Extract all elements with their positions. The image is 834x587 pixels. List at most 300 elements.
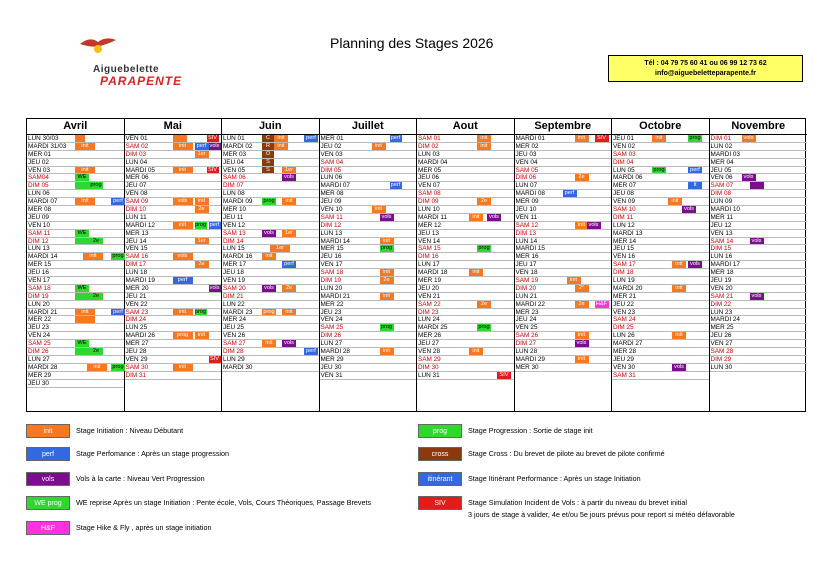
- stage-block-init: init: [195, 198, 209, 205]
- day-label: DIM 08: [710, 190, 732, 198]
- day-row: [27, 340, 124, 348]
- day-label: JEU 30: [28, 379, 49, 387]
- day-label: JEU 01: [613, 135, 634, 142]
- day-row: [125, 348, 222, 356]
- day-label: SAM 09: [125, 198, 149, 206]
- day-label: LUN 19: [613, 277, 635, 285]
- day-label: VEN 31: [320, 371, 343, 379]
- day-row: [125, 340, 222, 348]
- day-row: [710, 238, 808, 246]
- month-header: Juillet: [320, 119, 417, 135]
- day-row: [125, 316, 222, 324]
- day-label: LUN 17: [418, 261, 440, 269]
- stage-block-vols: vols: [262, 285, 276, 292]
- day-row: [612, 340, 709, 348]
- day-label: DIM 06: [515, 174, 537, 182]
- day-row: [27, 135, 124, 143]
- day-label: JEU 26: [710, 332, 732, 340]
- day-row: [417, 214, 514, 222]
- day-label: MER 22: [320, 300, 344, 308]
- day-label: JEU 23: [28, 324, 49, 332]
- stage-block-init: vols: [173, 198, 193, 205]
- day-label: MER 17: [223, 261, 247, 269]
- day-row: [320, 198, 417, 206]
- day-label: VEN 18: [515, 269, 538, 277]
- day-row: [125, 356, 222, 364]
- day-row: [710, 309, 808, 317]
- day-label: DIM 26: [320, 332, 342, 340]
- day-row: [710, 222, 808, 230]
- day-row: [612, 309, 709, 317]
- day-row: [222, 316, 319, 324]
- day-label: LUN 21: [515, 292, 538, 300]
- day-row: [612, 356, 709, 364]
- day-label: MARDI 14: [28, 253, 58, 261]
- day-row: [320, 324, 417, 332]
- day-row: [710, 135, 808, 143]
- month-column-avril: [27, 119, 125, 411]
- day-label: MARDI 26: [125, 332, 155, 340]
- legend-swatch-vols: vols: [26, 472, 70, 486]
- day-label: LUN 06: [320, 174, 343, 182]
- stage-block-perf: perf: [304, 348, 318, 355]
- day-row: [320, 182, 417, 190]
- day-row: [515, 182, 612, 190]
- day-row: [417, 293, 514, 301]
- day-label: VEN 10: [320, 206, 343, 214]
- legend-text: 3 jours de stage à valider, 4e et/ou 5e jours prévus pour report si météo défavorable: [468, 510, 735, 519]
- stage-block-perf: perf: [173, 277, 193, 284]
- stage-block-perf: perf: [563, 190, 577, 197]
- day-row: [27, 214, 124, 222]
- day-row: [320, 277, 417, 285]
- brand-line1: Aiguebelette: [93, 64, 160, 75]
- month-header: Mai: [125, 119, 222, 135]
- stage-block-init: init: [262, 253, 276, 260]
- day-row: [27, 253, 124, 261]
- day-label: LUN 04: [125, 158, 148, 166]
- day-row: [222, 190, 319, 198]
- day-label: DIM 23: [418, 308, 439, 316]
- day-row: [710, 190, 808, 198]
- day-row: [612, 348, 709, 356]
- stage-block-init: init: [652, 135, 666, 142]
- day-label: JEU 27: [418, 340, 439, 348]
- day-row: [710, 182, 808, 190]
- day-row: [515, 348, 612, 356]
- day-row: [710, 340, 808, 348]
- stage-block-vols: vols: [262, 230, 276, 237]
- day-label: MER 03: [223, 150, 247, 158]
- day-row: [125, 309, 222, 317]
- day-label: MARDI 28: [28, 363, 58, 371]
- day-label: JEU 09: [320, 198, 342, 206]
- day-label: MARDI 18: [418, 269, 448, 277]
- day-row: [417, 372, 514, 380]
- day-row: [417, 316, 514, 324]
- day-row: [612, 182, 709, 190]
- day-label: SAM 11: [28, 229, 51, 237]
- stage-block-perf: perf: [209, 221, 220, 228]
- stage-block-init: init: [477, 143, 491, 150]
- day-label: MER 21: [613, 292, 637, 300]
- day-label: DIM 29: [710, 355, 732, 363]
- day-row: [320, 309, 417, 317]
- day-row: [612, 143, 709, 151]
- day-row: [417, 364, 514, 372]
- stage-block-prog: prog: [194, 221, 207, 228]
- day-row: [417, 159, 514, 167]
- stage-block-siv: SIV: [497, 372, 511, 379]
- day-label: LUN 13: [28, 245, 50, 253]
- stage-block-perf: perf: [111, 309, 125, 316]
- day-row: [320, 356, 417, 364]
- stage-block-init: init: [262, 340, 276, 347]
- stage-block-init: init: [83, 253, 103, 260]
- stage-block-init: init: [672, 285, 686, 292]
- day-row: [222, 222, 319, 230]
- day-label: VEN 30: [613, 363, 636, 371]
- stage-block-hf: H&F: [595, 300, 608, 307]
- day-row: [320, 332, 417, 340]
- day-row: [222, 167, 319, 175]
- stage-block-vols: vols: [750, 238, 764, 245]
- day-label: LUN 02: [710, 142, 733, 150]
- day-row: [612, 285, 709, 293]
- day-row: [710, 356, 808, 364]
- day-row: [417, 277, 514, 285]
- day-label: VEN 01: [125, 135, 148, 142]
- day-label: DIM 19: [320, 277, 342, 285]
- stage-block-init: init: [469, 348, 483, 355]
- stage-block-siv: SIV: [207, 135, 218, 141]
- day-label: SAM 21: [710, 292, 734, 300]
- day-row: [710, 174, 808, 182]
- day-row: [222, 277, 319, 285]
- day-label: VEN 24: [28, 332, 51, 340]
- day-label: DIM 17: [125, 261, 147, 269]
- day-row: [125, 190, 222, 198]
- month-column-novembre: [710, 119, 808, 411]
- day-row: [222, 285, 319, 293]
- day-label: VEN 02: [613, 142, 636, 150]
- day-row: [612, 238, 709, 246]
- day-label: DIM 27: [515, 340, 537, 348]
- day-row: [515, 238, 612, 246]
- day-row: [515, 277, 612, 285]
- day-label: DIM 10: [125, 206, 147, 214]
- day-row: [222, 253, 319, 261]
- day-label: MARDI 29: [515, 355, 545, 363]
- day-row: [320, 230, 417, 238]
- day-row: [27, 324, 124, 332]
- day-label: LUN 26: [613, 332, 635, 340]
- stage-block-init: init: [380, 348, 394, 355]
- day-label: JEU 02: [28, 158, 49, 166]
- day-label: JEU 13: [418, 229, 439, 237]
- day-row: [125, 332, 222, 340]
- day-row: [515, 301, 612, 309]
- day-row: [710, 269, 808, 277]
- day-row: [710, 159, 808, 167]
- stage-block-vols: vols: [209, 284, 220, 291]
- day-label: DIM 30: [418, 363, 439, 371]
- stage-block-init: 1er: [270, 245, 290, 252]
- legend-text: Stage Perfomance : Après un stage progression: [76, 449, 230, 458]
- day-label: DIM 13: [515, 229, 537, 237]
- stage-block-weprog: 2e: [89, 238, 103, 245]
- stage-block-init: init: [575, 222, 589, 229]
- day-label: LUN 25: [125, 324, 148, 332]
- day-row: [27, 332, 124, 340]
- month-header: Avril: [27, 119, 124, 135]
- day-label: VEN 26: [223, 332, 246, 340]
- day-row: [222, 269, 319, 277]
- day-row: [222, 332, 319, 340]
- day-row: [27, 222, 124, 230]
- day-label: DIM 09: [418, 198, 439, 206]
- day-row: [515, 167, 612, 175]
- month-header: Novembre: [710, 119, 808, 135]
- day-row: [710, 167, 808, 175]
- day-label: DIM 21: [223, 292, 244, 300]
- day-label: JEU 16: [28, 269, 49, 277]
- day-row: [515, 214, 612, 222]
- day-label: LUN 28: [515, 348, 538, 356]
- stage-block-prog: prog: [380, 324, 393, 331]
- day-row: [710, 253, 808, 261]
- day-label: MARDI 05: [125, 166, 155, 174]
- stage-block-vols: vols: [688, 261, 702, 268]
- day-label: MER 29: [28, 371, 52, 379]
- stage-block-init: init: [469, 269, 483, 276]
- stage-block-perf: perf: [688, 167, 702, 174]
- day-label: SAM 13: [223, 229, 246, 237]
- stage-block-perf: perf: [390, 135, 401, 141]
- day-label: MER 15: [28, 261, 52, 269]
- day-row: [222, 309, 319, 317]
- day-label: LUN 29: [223, 355, 245, 363]
- day-label: VEN 17: [320, 261, 343, 269]
- day-row: [612, 230, 709, 238]
- day-row: [222, 261, 319, 269]
- day-label: JEU 19: [710, 277, 732, 285]
- day-label: MARDI 08: [515, 190, 545, 198]
- day-label: JEU 15: [613, 245, 634, 253]
- stage-block-perf: perf: [282, 261, 296, 268]
- day-row: [222, 206, 319, 214]
- day-label: SAM 11: [320, 213, 343, 221]
- stage-block-cross: S: [262, 167, 274, 174]
- day-row: [125, 214, 222, 222]
- stage-block-vols: [750, 182, 764, 189]
- stage-block-init: init: [477, 135, 491, 142]
- day-row: [612, 372, 709, 380]
- stage-block-init: vols: [173, 253, 193, 260]
- day-label: LUN 27: [28, 355, 50, 363]
- stage-block-vols: vols: [575, 340, 589, 347]
- brand-line2: PARAPENTE: [100, 74, 183, 88]
- day-row: [710, 293, 808, 301]
- day-row: [612, 269, 709, 277]
- stage-block-init: init: [575, 332, 589, 339]
- day-row: [27, 182, 124, 190]
- day-row: [320, 190, 417, 198]
- day-label: JEU 24: [515, 316, 537, 324]
- day-row: [612, 174, 709, 182]
- day-row: [125, 230, 222, 238]
- day-label: DIM 15: [710, 245, 732, 253]
- stage-block-init: 2e: [195, 206, 209, 213]
- day-row: [515, 143, 612, 151]
- day-row: [320, 238, 417, 246]
- day-row: [417, 324, 514, 332]
- day-label: JEU 11: [223, 213, 244, 221]
- stage-block-init: init: [173, 143, 193, 150]
- day-label: VEN 24: [320, 316, 343, 324]
- day-row: [27, 316, 124, 324]
- stage-block-weprog: WE: [75, 174, 89, 181]
- day-label: SAM 18: [320, 269, 344, 277]
- stage-block-init: init: [668, 198, 682, 205]
- day-label: LUN 23: [710, 308, 733, 316]
- stage-block-init: 1er: [195, 238, 209, 245]
- day-row: [27, 301, 124, 309]
- day-row: [27, 356, 124, 364]
- day-row: [27, 293, 124, 301]
- day-row: [612, 214, 709, 222]
- stage-block-init: 2e: [380, 277, 394, 284]
- day-row: [320, 253, 417, 261]
- stage-block-init: init: [75, 167, 95, 174]
- day-label: LUN 12: [613, 221, 635, 229]
- day-row: [320, 206, 417, 214]
- stage-block-init: 1er: [282, 167, 296, 174]
- day-row: [320, 348, 417, 356]
- day-label: LUN 20: [28, 300, 50, 308]
- day-label: MARDI 28: [320, 348, 350, 356]
- legend-swatch-itin: itinérant: [418, 472, 462, 486]
- day-row: [612, 190, 709, 198]
- stage-block-perf: perf: [390, 182, 401, 189]
- day-label: VEN 12: [223, 221, 246, 229]
- day-row: [710, 198, 808, 206]
- day-label: JEU 12: [710, 221, 732, 229]
- stage-block-init: 2e: [477, 301, 491, 308]
- day-row: [125, 253, 222, 261]
- stage-block-init: 2e: [477, 198, 491, 205]
- day-label: MER 11: [710, 213, 734, 221]
- day-row: [515, 245, 612, 253]
- day-label: JEU 30: [320, 363, 342, 371]
- day-label: JEU 02: [320, 142, 342, 150]
- day-row: [125, 174, 222, 182]
- day-row: [222, 230, 319, 238]
- stage-block-prog: prog: [653, 166, 665, 173]
- day-label: JEU 16: [320, 253, 342, 261]
- stage-block-perf: It: [688, 182, 702, 189]
- stage-block-perf: perf: [304, 135, 318, 142]
- day-row: [125, 238, 222, 246]
- day-label: SAM 04: [320, 158, 344, 166]
- day-row: [515, 364, 612, 372]
- day-label: JEU 18: [223, 269, 244, 277]
- day-label: MER 01: [320, 135, 344, 142]
- legend-text: Stage Itinérant Performance : Après un stage Initiation: [468, 474, 641, 483]
- month-header: Octobre: [612, 119, 709, 135]
- stage-block-vols: vols: [380, 214, 394, 221]
- day-label: LUN 30: [710, 363, 733, 371]
- day-label: MARDI 17: [710, 261, 740, 269]
- day-label: MARDI 07: [320, 182, 350, 190]
- day-row: [612, 364, 709, 372]
- stage-block-init: 2e: [575, 301, 589, 308]
- day-label: DIM 11: [613, 213, 634, 221]
- day-row: [710, 214, 808, 222]
- stage-block-weprog: prog: [90, 182, 102, 189]
- day-label: MARDI 04: [418, 158, 448, 166]
- day-row: [515, 269, 612, 277]
- legend-swatch-hf: H&F: [26, 521, 70, 535]
- day-row: [710, 285, 808, 293]
- day-row: [417, 167, 514, 175]
- month-column-juillet: [320, 119, 418, 411]
- day-row: [515, 151, 612, 159]
- stage-block-init: init: [173, 167, 193, 174]
- day-row: [320, 316, 417, 324]
- day-label: DIM 03: [125, 150, 147, 158]
- day-row: [125, 222, 222, 230]
- stage-block-vols: vols: [672, 364, 686, 371]
- day-row: [320, 261, 417, 269]
- day-label: MARDI 31/03: [28, 142, 67, 150]
- legend-text: Vols à la carte : Niveau Vert Progression: [76, 474, 205, 483]
- day-label: MARDI 30: [223, 363, 253, 371]
- day-row: [710, 245, 808, 253]
- day-label: SAM 27: [223, 340, 246, 348]
- day-row: [27, 277, 124, 285]
- day-label: JEU 17: [515, 261, 537, 269]
- day-row: [222, 151, 319, 159]
- day-row: [710, 143, 808, 151]
- contact-box: [608, 55, 803, 82]
- day-label: VEN 09: [613, 198, 636, 206]
- day-label: VEN 17: [28, 277, 51, 285]
- day-label: MER 05: [418, 166, 442, 174]
- day-label: MER 13: [125, 229, 149, 237]
- day-label: JEU 23: [320, 308, 342, 316]
- day-row: [222, 348, 319, 356]
- day-row: [612, 222, 709, 230]
- legend-text: Stage Simulation Incident de Vols : à partir du niveau du brevet initial: [468, 498, 687, 507]
- day-label: SAM 08: [418, 190, 441, 198]
- day-row: [710, 364, 808, 372]
- stage-block-weprog: WE: [75, 230, 89, 237]
- month-column-septembre: [515, 119, 613, 411]
- day-row: [417, 135, 514, 143]
- day-row: [125, 293, 222, 301]
- day-label: DIM 24: [125, 316, 147, 324]
- day-row: [417, 190, 514, 198]
- day-row: [320, 372, 417, 380]
- day-label: MARDI 23: [223, 308, 253, 316]
- day-label: JEU 25: [223, 324, 244, 332]
- day-label: MER 12: [418, 221, 442, 229]
- day-row: [515, 253, 612, 261]
- stage-block-init: init: [195, 332, 209, 339]
- stage-block-weprog: [75, 238, 89, 245]
- stage-block-init: prog: [173, 332, 193, 339]
